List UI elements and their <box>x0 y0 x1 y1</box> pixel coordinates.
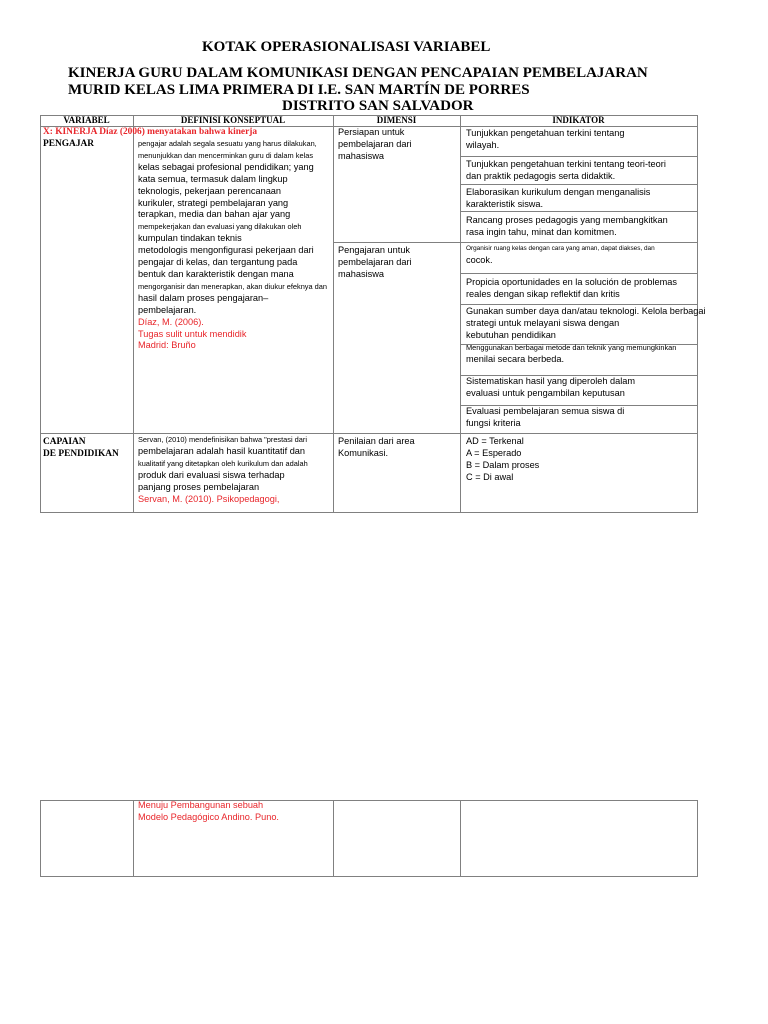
reference-servan: Servan, M. (2010). Psikopedagogi, <box>138 493 280 504</box>
reference-continuation: Menuju Pembangunan sebuah Modelo Pedagógico Andino. Puno. <box>138 800 279 822</box>
header-dimensi: DIMENSI <box>376 115 417 125</box>
indicator-7: Gunakan sumber daya dan/atau teknologi. Kelola berbagai strategi untuk melayani siswa dengan kebutuhan pendidikan <box>466 306 706 340</box>
header-indikator: INDIKATOR <box>552 115 605 125</box>
variable-x-label: X: KINERJA Díaz (2006) menyatakan bahwa kinerja <box>43 127 258 137</box>
indicator-2: Tunjukkan pengetahuan terkini tentang teori-teori dan praktik pedagogis serta didaktik. <box>466 159 666 181</box>
variable-y-name: CAPAIAN DE PENDIDIKAN <box>43 437 119 459</box>
subtitle-line-1: KINERJA GURU DALAM KOMUNIKASI DENGAN PENCAPAIAN PEMBELAJARAN <box>68 65 648 81</box>
indicator-1: Tunjukkan pengetahuan terkini tentang wilayah. <box>466 128 625 150</box>
definition-capaian: Servan, (2010) mendefinisikan bahwa "prestasi dari pembelajaran adalah hasil kuantitatif dan kualitatif yang ditetapkan oleh kurikulum dan adalah produk dari evaluasi siswa terhadap panjang proses pembelajaran Servan, M. (2010). Psikopedagogi, <box>138 435 308 504</box>
reference-diaz: Díaz, M. (2006). <box>138 316 204 327</box>
header-definisi-konseptual: DEFINISI KONSEPTUAL <box>180 115 286 125</box>
dimension-teaching: Pengajaran untuk pembelajaran dari mahasiswa <box>338 245 412 279</box>
indicator-3: Elaborasikan kurikulum dengan menganalisis karakteristik siswa. <box>466 187 651 209</box>
header-variabel: VARIABEL <box>63 115 110 125</box>
indicator-9: Sistematiskan hasil yang diperoleh dalam evaluasi untuk pengambilan keputusan <box>466 376 636 398</box>
indicator-4: Rancang proses pedagogis yang membangkitkan rasa ingin tahu, minat dan komitmen. <box>466 215 668 237</box>
variable-x-name: PENGAJAR <box>43 139 95 149</box>
indicator-8: Menggunakan berbagai metode dan teknik yang memungkinkan menilai secara berbeda. <box>466 343 677 364</box>
indicator-10: Evaluasi pembelajaran semua siswa di fungsi kriteria <box>466 406 625 428</box>
indicator-5: Organisir ruang kelas dengan cara yang aman, dapat diakses, dan cocok. <box>466 245 655 265</box>
subtitle-line-3: DISTRITO SAN SALVADOR <box>282 98 474 114</box>
page-title: KOTAK OPERASIONALISASI VARIABEL <box>202 39 491 55</box>
definition-kinerja: pengajar adalah segala sesuatu yang harus dilakukan, menunjukkan dan mencerminkan guru di dalam kelas kelas sebagai profesional pendidikan; yang kata semua, termasuk dalam lingkup teknologis, pekerjaan perencanaan kurikuler, strategi pembelajaran yang terapkan, media dan bahan ajar yang mempekerjakan dan evaluasi yang dilakukan oleh kumpulan tindakan teknis metodologis mengonfigurasi pekerjaan dari pengajar di kelas, dan tergantung pada bentuk dan karakteristik dengan mana mengorganisir dan menerapkan, akan diukur efeknya dan hasil dalam proses pengajaran– pembelajaran. Díaz, M. (2006). Tugas sulit untuk mendidik Madrid: Bruño <box>138 139 327 351</box>
dimension-preparation: Persiapan untuk pembelajaran dari mahasiswa <box>338 127 412 161</box>
dimension-assessment: Penilaian dari area Komunikasi. <box>338 436 415 458</box>
subtitle-line-2: MURID KELAS LIMA PRIMERA DI I.E. SAN MARTÍN DE PORRES <box>68 82 530 98</box>
indicator-scale: AD = Terkenal A = Esperado B = Dalam proses C = Di awal <box>466 436 540 482</box>
indicator-6: Propicia oportunidades en la solución de problemas reales dengan sikap reflektif dan kritis <box>466 277 677 299</box>
